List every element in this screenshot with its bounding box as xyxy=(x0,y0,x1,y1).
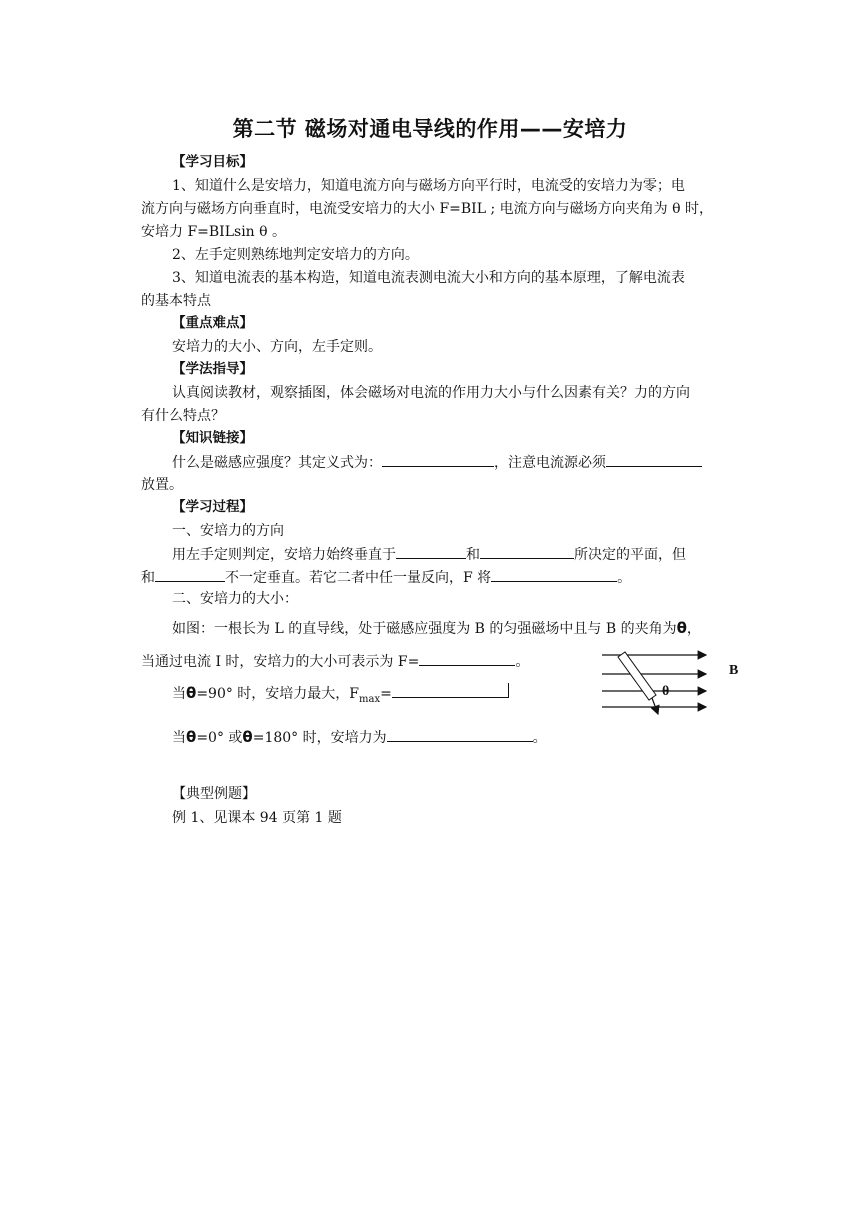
magnitude-text-3: 当通过电流 I 时，安培力的大小可表示为 F= xyxy=(141,654,420,670)
field-diagram xyxy=(596,648,716,720)
direction-line-b xyxy=(141,567,631,588)
theta-symbol: θ xyxy=(676,619,687,637)
goal-1-line-b: 流方向与磁场方向垂直时，电流受安培力的大小 F=BIL ; 电流方向与磁场方向夹角为 θ 时， xyxy=(141,201,713,217)
direction-text-4: 和 xyxy=(141,570,155,586)
link-text-2: ，注意电流源必须 xyxy=(494,455,606,471)
zero-force-line xyxy=(172,727,547,748)
magnitude-text-4: 。 xyxy=(515,654,530,670)
key-points-text: 安培力的大小、方向，左手定则。 xyxy=(172,339,382,355)
theta-symbol: θ xyxy=(186,728,197,746)
method-line-a: 认真阅读教材，观察插图，体会磁场对电流的作用力大小与什么因素有关？力的方向 xyxy=(172,385,690,401)
zero-text-2: =0° 或 xyxy=(196,730,243,746)
magnitude-line-a xyxy=(172,618,701,639)
magnitude-title: 二、安培力的大小： xyxy=(172,591,298,607)
direction-text-2: 和 xyxy=(466,547,480,563)
current-arrow xyxy=(652,698,658,714)
goal-1-line-a: 1、知道什么是安培力，知道电流方向与磁场方向平行时，电流受的安培力为零；电 xyxy=(172,178,685,194)
magnitude-text-2: ， xyxy=(686,621,701,637)
direction-blank-2[interactable] xyxy=(480,544,574,559)
max-force-line xyxy=(172,683,509,710)
goal-3-line-b: 的基本特点 xyxy=(141,293,211,309)
direction-blank-1[interactable] xyxy=(396,544,466,559)
direction-blank-4[interactable] xyxy=(491,567,617,582)
field-label: B xyxy=(729,663,739,678)
goals-heading: 【学习目标】 xyxy=(172,154,253,170)
zero-text-4: 。 xyxy=(532,730,547,746)
process-heading: 【学习过程】 xyxy=(172,499,253,515)
theta-symbol: θ xyxy=(186,684,197,702)
definition-blank[interactable] xyxy=(382,452,494,467)
examples-heading: 【典型例题】 xyxy=(172,786,256,802)
direction-line-a xyxy=(172,544,686,565)
max-text-1: 当 xyxy=(172,686,186,702)
magnitude-line-b xyxy=(141,651,529,672)
force-blank[interactable] xyxy=(419,651,515,666)
direction-blank-3[interactable] xyxy=(155,567,225,582)
max-text-3: = xyxy=(380,686,392,702)
direction-title: 一、安培力的方向 xyxy=(172,523,284,539)
goal-3-line-a: 3、知道电流表的基本构造，知道电流表测电流大小和方向的基本原理，了解电流表 xyxy=(172,270,685,286)
zero-force-blank[interactable] xyxy=(387,727,533,742)
knowledge-link-line-b: 放置。 xyxy=(141,477,183,493)
direction-text-3: 所决定的平面，但 xyxy=(574,547,686,563)
link-text-1: 什么是磁感应强度？其定义式为： xyxy=(172,455,382,471)
knowledge-link-line-a xyxy=(172,452,702,473)
key-points-heading: 【重点难点】 xyxy=(172,315,253,331)
example-1: 例 1、见课本 94 页第 1 题 xyxy=(172,810,342,826)
zero-text-1: 当 xyxy=(172,730,186,746)
angle-label: θ xyxy=(662,684,670,699)
direction-text-6: 。 xyxy=(617,570,632,586)
conductor-rod xyxy=(618,652,656,700)
goal-1-line-c: 安培力 F=BILsin θ 。 xyxy=(141,224,287,240)
magnitude-text-1: 如图：一根长为 L 的直导线，处于磁感应强度为 B 的匀强磁场中且与 B 的夹角为 xyxy=(172,621,677,637)
page-title: 第二节 磁场对通电导线的作用——安培力 xyxy=(232,117,628,141)
knowledge-link-heading: 【知识链接】 xyxy=(172,430,253,446)
max-text-2: =90° 时，安培力最大，F xyxy=(196,686,360,702)
zero-text-3: =180° 时，安培力为 xyxy=(252,730,387,746)
direction-text-5: 不一定垂直。若它二者中任一量反向，F 将 xyxy=(225,570,492,586)
theta-symbol: θ xyxy=(242,728,253,746)
placement-blank[interactable] xyxy=(606,452,702,467)
max-force-blank[interactable] xyxy=(392,683,509,698)
method-heading: 【学法指导】 xyxy=(172,361,253,377)
method-line-b: 有什么特点？ xyxy=(141,408,225,424)
goal-2: 2、左手定则熟练地判定安培力的方向。 xyxy=(172,247,419,263)
max-subscript: max xyxy=(359,693,381,705)
direction-text-1: 用左手定则判定，安培力始终垂直于 xyxy=(172,547,396,563)
